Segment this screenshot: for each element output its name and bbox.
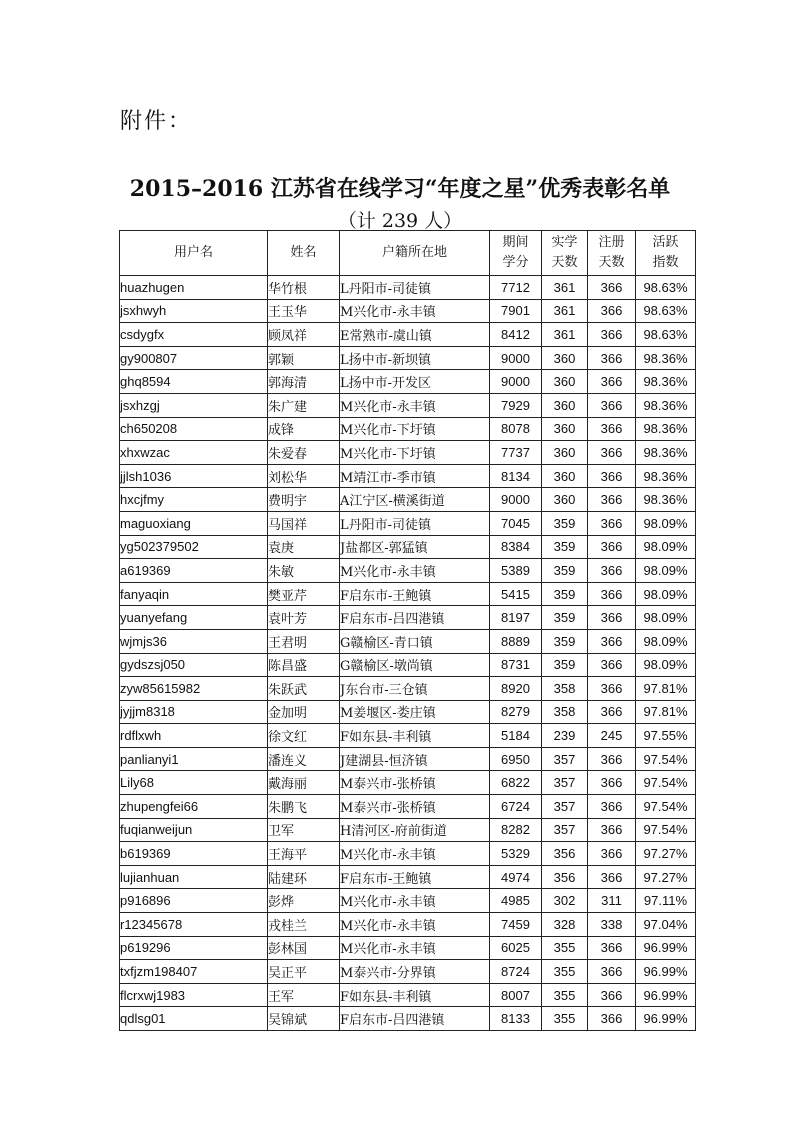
header-activity-index <box>636 231 696 276</box>
table-row <box>120 417 696 441</box>
cell-credits: 5329 <box>490 842 542 866</box>
cell-study-days: 359 <box>542 582 588 606</box>
cell-activity-index: 97.27% <box>636 842 696 866</box>
table-row <box>120 677 696 701</box>
cell-place: L丹阳市-司徒镇 <box>340 511 490 535</box>
cell-registered-days: 366 <box>588 276 636 300</box>
cell-study-days: 355 <box>542 1007 588 1031</box>
cell-study-days: 360 <box>542 441 588 465</box>
cell-username: jsxhzgj <box>120 393 268 417</box>
cell-place: F启东市-吕四港镇 <box>340 1007 490 1031</box>
cell-registered-days: 366 <box>588 606 636 630</box>
header-study-line1: 实学 <box>551 235 578 250</box>
cell-username: maguoxiang <box>120 511 268 535</box>
cell-credits: 8731 <box>490 653 542 677</box>
cell-registered-days: 366 <box>588 441 636 465</box>
cell-activity-index: 98.36% <box>636 488 696 512</box>
cell-activity-index: 98.09% <box>636 653 696 677</box>
cell-credits: 8889 <box>490 629 542 653</box>
cell-credits: 6822 <box>490 771 542 795</box>
cell-name: 朱爱春 <box>268 441 340 465</box>
cell-activity-index: 97.54% <box>636 771 696 795</box>
table-row <box>120 983 696 1007</box>
cell-place: M兴化市-永丰镇 <box>340 842 490 866</box>
cell-place: F如东县-丰利镇 <box>340 724 490 748</box>
cell-place: J盐都区-郭猛镇 <box>340 535 490 559</box>
table-row <box>120 865 696 889</box>
table-row <box>120 653 696 677</box>
cell-name: 戴海丽 <box>268 771 340 795</box>
cell-name: 吴锦斌 <box>268 1007 340 1031</box>
cell-credits: 9000 <box>490 370 542 394</box>
table-row <box>120 795 696 819</box>
cell-study-days: 359 <box>542 606 588 630</box>
cell-credits: 4985 <box>490 889 542 913</box>
cell-place: F启东市-吕四港镇 <box>340 606 490 630</box>
cell-place: M姜堰区-娄庄镇 <box>340 700 490 724</box>
cell-activity-index: 98.36% <box>636 417 696 441</box>
table-row <box>120 606 696 630</box>
cell-username: Lily68 <box>120 771 268 795</box>
cell-name: 王军 <box>268 983 340 1007</box>
table-row <box>120 889 696 913</box>
cell-credits: 7712 <box>490 276 542 300</box>
header-study-line2: 天数 <box>551 255 578 270</box>
cell-credits: 7045 <box>490 511 542 535</box>
cell-username: lujianhuan <box>120 865 268 889</box>
header-active-line2: 指数 <box>652 255 679 270</box>
cell-study-days: 361 <box>542 276 588 300</box>
cell-study-days: 360 <box>542 346 588 370</box>
cell-registered-days: 366 <box>588 582 636 606</box>
cell-registered-days: 366 <box>588 393 636 417</box>
cell-credits: 4974 <box>490 865 542 889</box>
cell-registered-days: 366 <box>588 535 636 559</box>
cell-username: fuqianweijun <box>120 818 268 842</box>
cell-username: rdflxwh <box>120 724 268 748</box>
cell-study-days: 358 <box>542 677 588 701</box>
cell-name: 成锋 <box>268 417 340 441</box>
cell-activity-index: 96.99% <box>636 936 696 960</box>
cell-place: M兴化市-永丰镇 <box>340 889 490 913</box>
cell-activity-index: 97.54% <box>636 818 696 842</box>
cell-name: 王玉华 <box>268 299 340 323</box>
cell-registered-days: 366 <box>588 629 636 653</box>
cell-place: M泰兴市-张桥镇 <box>340 771 490 795</box>
cell-credits: 8078 <box>490 417 542 441</box>
cell-credits: 5389 <box>490 559 542 583</box>
cell-name: 华竹根 <box>268 276 340 300</box>
cell-activity-index: 98.63% <box>636 276 696 300</box>
cell-registered-days: 366 <box>588 936 636 960</box>
cell-name: 樊亚芹 <box>268 582 340 606</box>
cell-registered-days: 366 <box>588 677 636 701</box>
document-subtitle: （计 239 人） <box>337 210 463 232</box>
cell-username: csdygfx <box>120 323 268 347</box>
cell-registered-days: 366 <box>588 960 636 984</box>
cell-credits: 8412 <box>490 323 542 347</box>
cell-credits: 8007 <box>490 983 542 1007</box>
cell-username: panlianyi1 <box>120 747 268 771</box>
table-row <box>120 346 696 370</box>
header-username: 用户名 <box>120 231 268 276</box>
cell-name: 袁叶芳 <box>268 606 340 630</box>
cell-activity-index: 98.36% <box>636 441 696 465</box>
cell-study-days: 356 <box>542 865 588 889</box>
cell-username: xhxwzac <box>120 441 268 465</box>
cell-activity-index: 97.27% <box>636 865 696 889</box>
cell-name: 徐文红 <box>268 724 340 748</box>
cell-credits: 8134 <box>490 464 542 488</box>
cell-credits: 7737 <box>490 441 542 465</box>
cell-name: 陆建环 <box>268 865 340 889</box>
cell-username: yuanyefang <box>120 606 268 630</box>
cell-activity-index: 98.63% <box>636 323 696 347</box>
cell-place: J东台市-三仓镇 <box>340 677 490 701</box>
cell-credits: 6025 <box>490 936 542 960</box>
cell-activity-index: 98.09% <box>636 559 696 583</box>
cell-credits: 8197 <box>490 606 542 630</box>
cell-registered-days: 366 <box>588 323 636 347</box>
cell-username: a619369 <box>120 559 268 583</box>
cell-study-days: 359 <box>542 629 588 653</box>
cell-study-days: 359 <box>542 535 588 559</box>
cell-place: F启东市-王鲍镇 <box>340 865 490 889</box>
cell-name: 袁庚 <box>268 535 340 559</box>
cell-place: L扬中市-新坝镇 <box>340 346 490 370</box>
cell-study-days: 358 <box>542 700 588 724</box>
cell-username: yg502379502 <box>120 535 268 559</box>
cell-study-days: 239 <box>542 724 588 748</box>
cell-study-days: 357 <box>542 818 588 842</box>
table-row <box>120 393 696 417</box>
cell-registered-days: 366 <box>588 511 636 535</box>
cell-username: hxcjfmy <box>120 488 268 512</box>
cell-study-days: 356 <box>542 842 588 866</box>
cell-credits: 7929 <box>490 393 542 417</box>
cell-name: 费明宇 <box>268 488 340 512</box>
cell-username: jyjjm8318 <box>120 700 268 724</box>
cell-name: 潘连义 <box>268 747 340 771</box>
cell-registered-days: 366 <box>588 346 636 370</box>
table-row <box>120 441 696 465</box>
cell-username: r12345678 <box>120 913 268 937</box>
cell-name: 郭海清 <box>268 370 340 394</box>
cell-place: M兴化市-永丰镇 <box>340 936 490 960</box>
table-row <box>120 464 696 488</box>
cell-place: M泰兴市-张桥镇 <box>340 795 490 819</box>
cell-username: p619296 <box>120 936 268 960</box>
cell-activity-index: 98.09% <box>636 535 696 559</box>
cell-name: 戎桂兰 <box>268 913 340 937</box>
cell-credits: 9000 <box>490 346 542 370</box>
cell-registered-days: 245 <box>588 724 636 748</box>
header-credits-line1: 期间 <box>502 235 529 250</box>
cell-name: 吴正平 <box>268 960 340 984</box>
cell-name: 马国祥 <box>268 511 340 535</box>
cell-activity-index: 98.09% <box>636 582 696 606</box>
cell-activity-index: 97.81% <box>636 677 696 701</box>
cell-name: 金加明 <box>268 700 340 724</box>
cell-username: ghq8594 <box>120 370 268 394</box>
cell-study-days: 357 <box>542 771 588 795</box>
cell-username: gy900807 <box>120 346 268 370</box>
cell-place: L扬中市-开发区 <box>340 370 490 394</box>
cell-study-days: 361 <box>542 323 588 347</box>
document-title: 2015–2016 江苏省在线学习“年度之星”优秀表彰名单 <box>129 176 671 202</box>
cell-activity-index: 98.36% <box>636 464 696 488</box>
cell-name: 顾凤祥 <box>268 323 340 347</box>
table-row <box>120 960 696 984</box>
header-reg-line2: 天数 <box>598 255 625 270</box>
cell-username: flcrxwj1983 <box>120 983 268 1007</box>
cell-activity-index: 98.09% <box>636 511 696 535</box>
cell-registered-days: 366 <box>588 747 636 771</box>
cell-credits: 8920 <box>490 677 542 701</box>
table-row <box>120 370 696 394</box>
cell-name: 王海平 <box>268 842 340 866</box>
cell-activity-index: 98.09% <box>636 629 696 653</box>
table-row <box>120 724 696 748</box>
cell-activity-index: 98.63% <box>636 299 696 323</box>
table-header-row <box>120 231 696 276</box>
cell-place: F启东市-王鲍镇 <box>340 582 490 606</box>
cell-place: E常熟市-虞山镇 <box>340 323 490 347</box>
cell-registered-days: 366 <box>588 417 636 441</box>
honor-roll-table <box>119 230 696 1031</box>
cell-username: wjmjs36 <box>120 629 268 653</box>
cell-study-days: 360 <box>542 417 588 441</box>
table-row <box>120 842 696 866</box>
cell-credits: 5415 <box>490 582 542 606</box>
cell-activity-index: 96.99% <box>636 960 696 984</box>
cell-registered-days: 366 <box>588 818 636 842</box>
cell-study-days: 357 <box>542 747 588 771</box>
table-row <box>120 747 696 771</box>
cell-credits: 5184 <box>490 724 542 748</box>
header-registered-days <box>588 231 636 276</box>
cell-registered-days: 366 <box>588 653 636 677</box>
cell-username: jsxhwyh <box>120 299 268 323</box>
cell-username: huazhugen <box>120 276 268 300</box>
cell-credits: 7459 <box>490 913 542 937</box>
cell-study-days: 302 <box>542 889 588 913</box>
cell-place: G赣榆区-墩尚镇 <box>340 653 490 677</box>
cell-credits: 7901 <box>490 299 542 323</box>
cell-activity-index: 97.55% <box>636 724 696 748</box>
cell-study-days: 360 <box>542 393 588 417</box>
cell-username: gydszsj050 <box>120 653 268 677</box>
cell-activity-index: 97.54% <box>636 795 696 819</box>
attachment-label: 附件： <box>120 109 193 134</box>
cell-username: p916896 <box>120 889 268 913</box>
cell-registered-days: 366 <box>588 983 636 1007</box>
cell-registered-days: 366 <box>588 488 636 512</box>
table-row <box>120 511 696 535</box>
cell-study-days: 360 <box>542 370 588 394</box>
cell-username: jjlsh1036 <box>120 464 268 488</box>
cell-credits: 8133 <box>490 1007 542 1031</box>
cell-registered-days: 366 <box>588 464 636 488</box>
table-row <box>120 323 696 347</box>
cell-study-days: 355 <box>542 960 588 984</box>
cell-activity-index: 98.09% <box>636 606 696 630</box>
cell-place: F如东县-丰利镇 <box>340 983 490 1007</box>
table-row <box>120 559 696 583</box>
cell-study-days: 359 <box>542 653 588 677</box>
cell-username: zyw85615982 <box>120 677 268 701</box>
cell-credits: 9000 <box>490 488 542 512</box>
header-reg-line1: 注册 <box>598 235 625 250</box>
cell-registered-days: 366 <box>588 842 636 866</box>
cell-place: M兴化市-永丰镇 <box>340 299 490 323</box>
table-row <box>120 582 696 606</box>
cell-place: M兴化市-永丰镇 <box>340 913 490 937</box>
cell-registered-days: 366 <box>588 795 636 819</box>
cell-credits: 8279 <box>490 700 542 724</box>
cell-place: M兴化市-永丰镇 <box>340 559 490 583</box>
table-row <box>120 276 696 300</box>
cell-place: M泰兴市-分界镇 <box>340 960 490 984</box>
cell-credits: 8282 <box>490 818 542 842</box>
cell-place: M兴化市-下圩镇 <box>340 417 490 441</box>
cell-name: 陈昌盛 <box>268 653 340 677</box>
cell-username: txfjzm198407 <box>120 960 268 984</box>
table-row <box>120 818 696 842</box>
cell-activity-index: 96.99% <box>636 1007 696 1031</box>
cell-study-days: 355 <box>542 983 588 1007</box>
cell-activity-index: 97.54% <box>636 747 696 771</box>
cell-study-days: 359 <box>542 559 588 583</box>
cell-activity-index: 98.36% <box>636 370 696 394</box>
table-row <box>120 629 696 653</box>
cell-credits: 6950 <box>490 747 542 771</box>
cell-registered-days: 311 <box>588 889 636 913</box>
cell-place: M靖江市-季市镇 <box>340 464 490 488</box>
cell-registered-days: 366 <box>588 559 636 583</box>
cell-activity-index: 98.36% <box>636 393 696 417</box>
cell-activity-index: 97.11% <box>636 889 696 913</box>
cell-study-days: 360 <box>542 488 588 512</box>
header-credits <box>490 231 542 276</box>
cell-username: ch650208 <box>120 417 268 441</box>
table-row <box>120 488 696 512</box>
cell-registered-days: 338 <box>588 913 636 937</box>
cell-name: 朱鹏飞 <box>268 795 340 819</box>
header-place: 户籍所在地 <box>340 231 490 276</box>
cell-name: 王君明 <box>268 629 340 653</box>
cell-place: H清河区-府前街道 <box>340 818 490 842</box>
cell-study-days: 357 <box>542 795 588 819</box>
cell-place: L丹阳市-司徒镇 <box>340 276 490 300</box>
cell-credits: 6724 <box>490 795 542 819</box>
cell-credits: 8724 <box>490 960 542 984</box>
table-row <box>120 700 696 724</box>
cell-name: 刘松华 <box>268 464 340 488</box>
cell-registered-days: 366 <box>588 1007 636 1031</box>
header-active-line1: 活跃 <box>652 235 679 250</box>
cell-name: 彭烨 <box>268 889 340 913</box>
cell-place: J建湖县-恒济镇 <box>340 747 490 771</box>
cell-name: 彭林国 <box>268 936 340 960</box>
cell-username: zhupengfei66 <box>120 795 268 819</box>
cell-place: M兴化市-永丰镇 <box>340 393 490 417</box>
header-credits-line2: 学分 <box>502 255 529 270</box>
cell-username: b619369 <box>120 842 268 866</box>
cell-activity-index: 97.81% <box>636 700 696 724</box>
cell-study-days: 359 <box>542 511 588 535</box>
cell-registered-days: 366 <box>588 771 636 795</box>
header-name: 姓名 <box>268 231 340 276</box>
cell-activity-index: 97.04% <box>636 913 696 937</box>
cell-credits: 8384 <box>490 535 542 559</box>
table-row <box>120 1007 696 1031</box>
header-study-days <box>542 231 588 276</box>
cell-study-days: 360 <box>542 464 588 488</box>
cell-username: fanyaqin <box>120 582 268 606</box>
cell-study-days: 355 <box>542 936 588 960</box>
table-row <box>120 771 696 795</box>
cell-registered-days: 366 <box>588 700 636 724</box>
cell-name: 朱广建 <box>268 393 340 417</box>
cell-registered-days: 366 <box>588 865 636 889</box>
cell-place: G赣榆区-青口镇 <box>340 629 490 653</box>
cell-study-days: 361 <box>542 299 588 323</box>
cell-study-days: 328 <box>542 913 588 937</box>
cell-name: 朱跃武 <box>268 677 340 701</box>
cell-place: M兴化市-下圩镇 <box>340 441 490 465</box>
cell-registered-days: 366 <box>588 370 636 394</box>
cell-activity-index: 96.99% <box>636 983 696 1007</box>
cell-name: 郭颖 <box>268 346 340 370</box>
cell-activity-index: 98.36% <box>636 346 696 370</box>
table-row <box>120 299 696 323</box>
cell-registered-days: 366 <box>588 299 636 323</box>
table-row <box>120 535 696 559</box>
cell-username: qdlsg01 <box>120 1007 268 1031</box>
table-row <box>120 936 696 960</box>
cell-name: 卫军 <box>268 818 340 842</box>
cell-place: A江宁区-横溪街道 <box>340 488 490 512</box>
cell-name: 朱敏 <box>268 559 340 583</box>
table-row <box>120 913 696 937</box>
